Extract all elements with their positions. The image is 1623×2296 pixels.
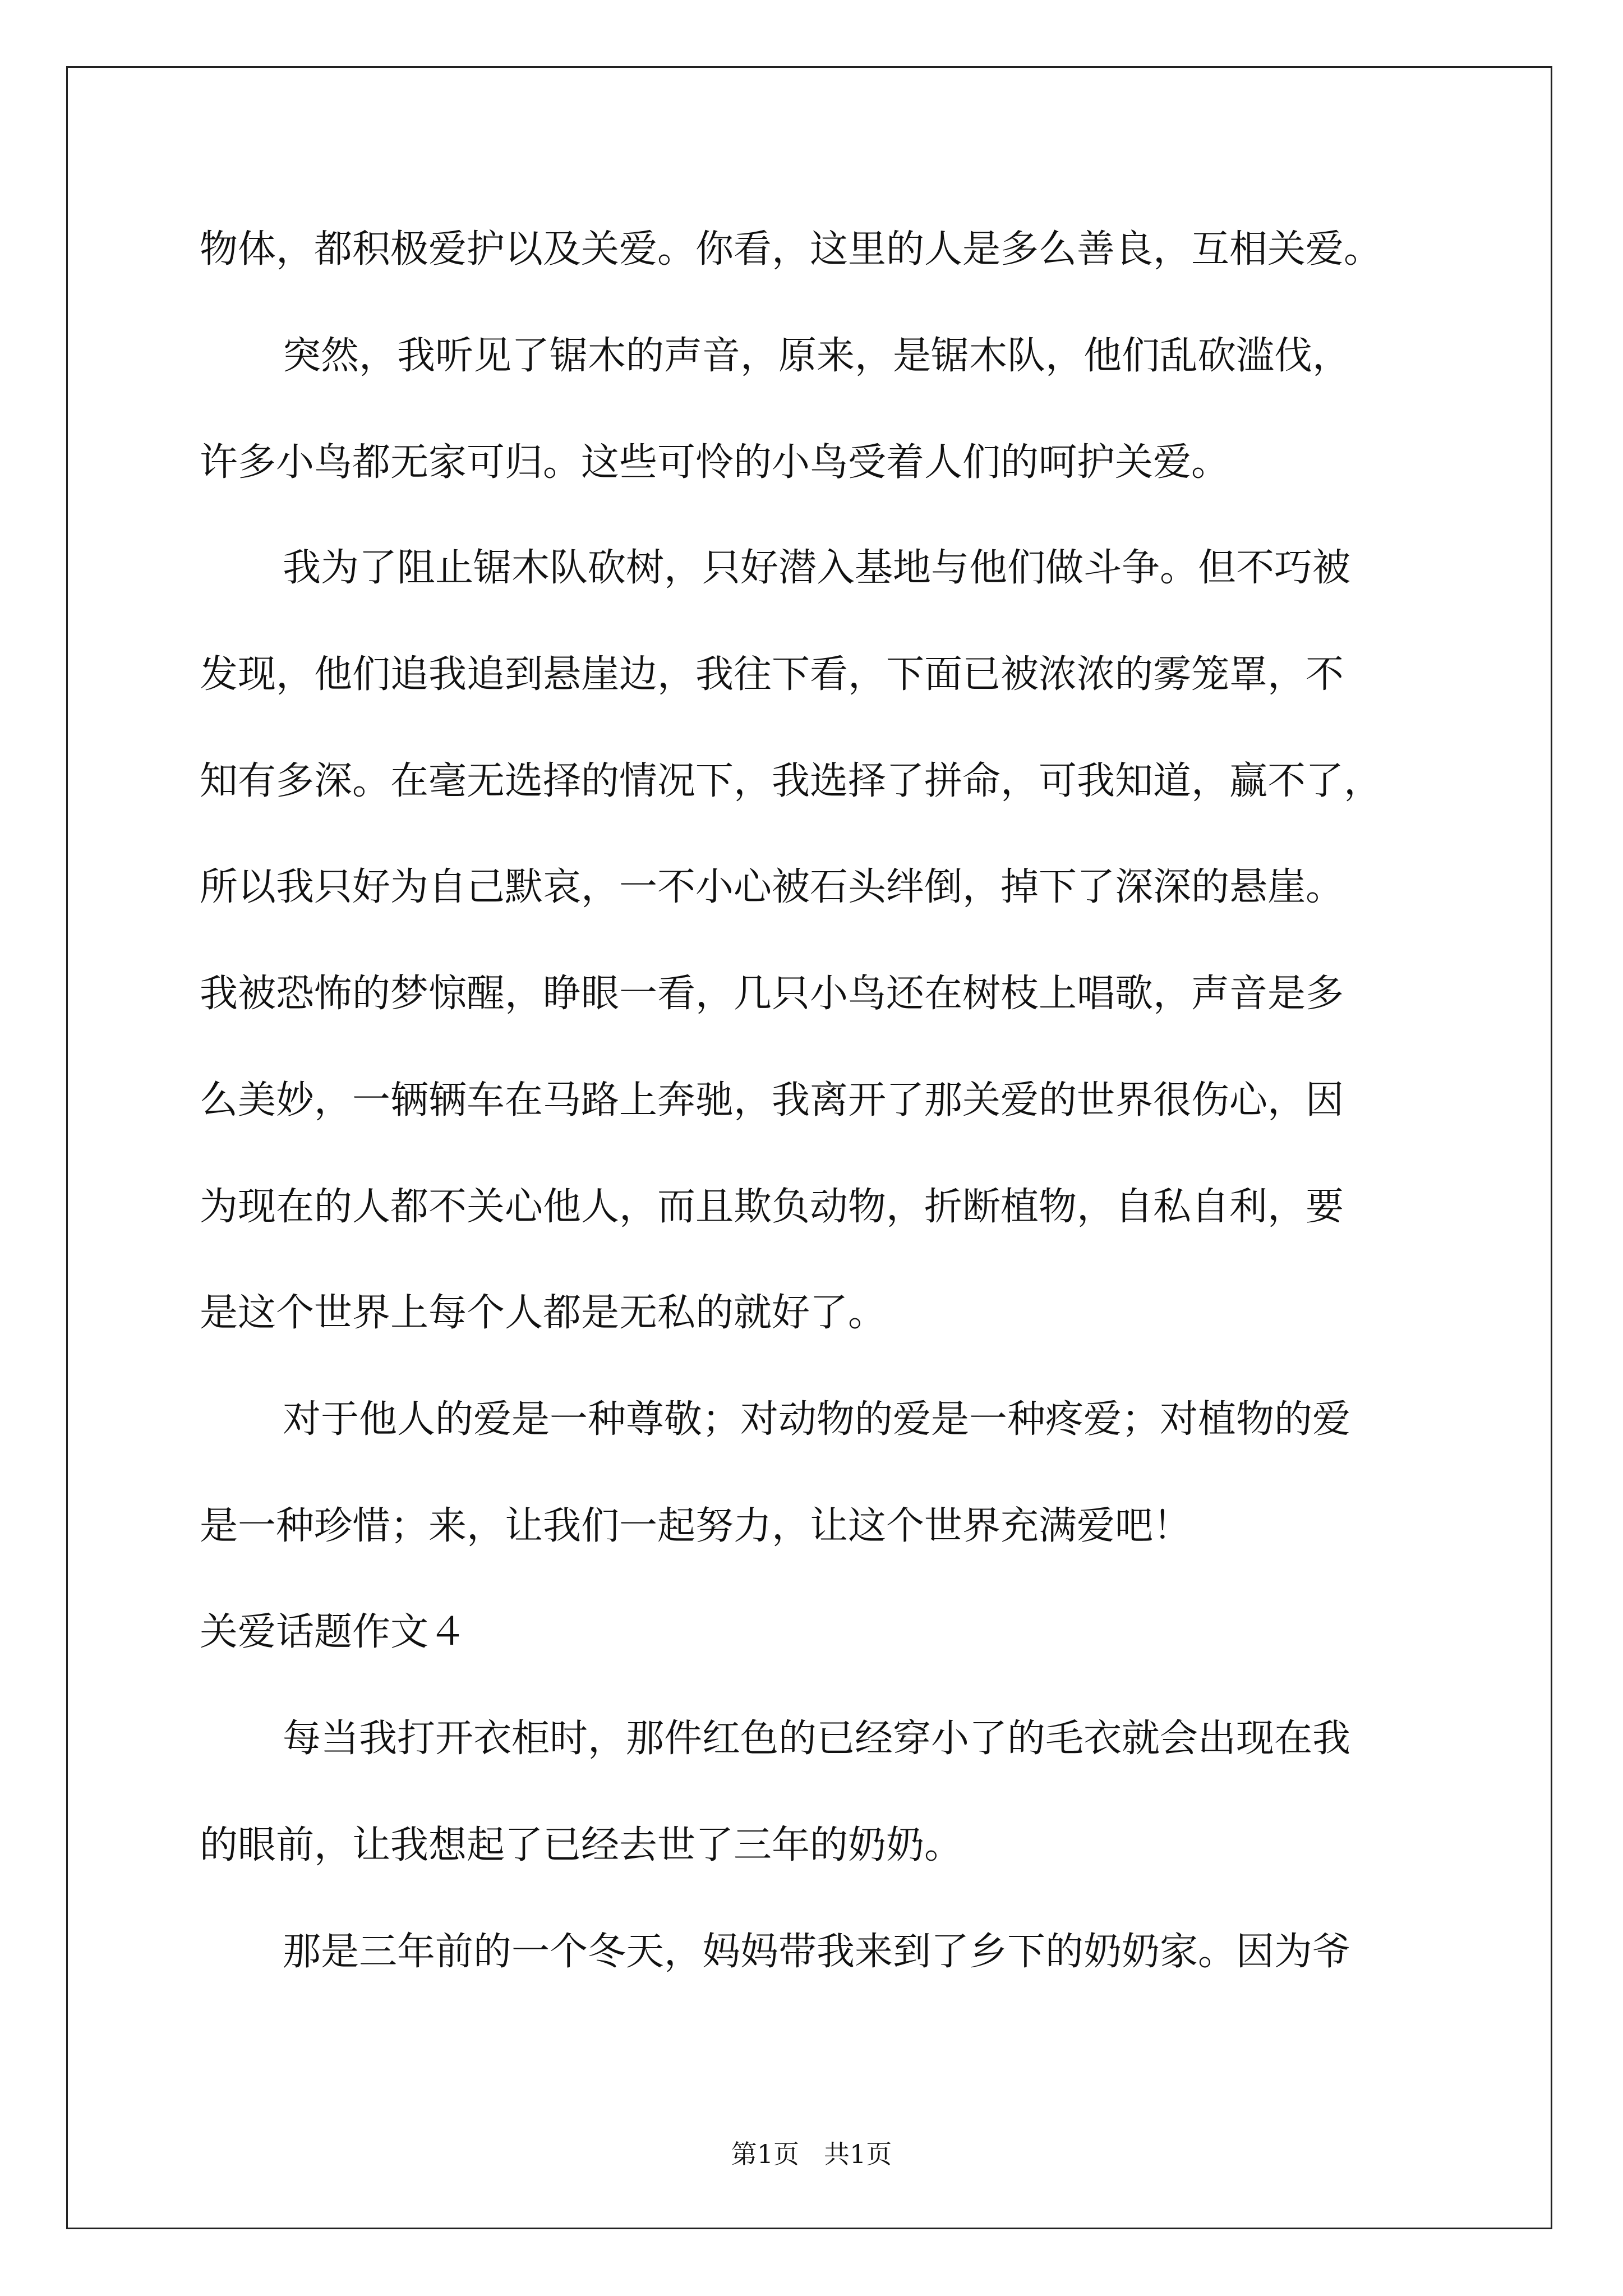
text-line: 么美妙，一辆辆车在马路上奔驰，我离开了那关爱的世界很伤心，因 [200, 1078, 1344, 1122]
paragraph-start: 我为了阻止锯木队砍树，只好潜入基地与他们做斗争。但不巧被 [283, 546, 1351, 590]
text-line: 所以我只好为自己默哀，一不小心被石头绊倒，掉下了深深的悬崖。 [200, 865, 1344, 909]
text-line: 为现在的人都不关心他人，而且欺负动物，折断植物，自私自利，要 [200, 1185, 1344, 1229]
text-line: 是一种珍惜；来，让我们一起努力，让这个世界充满爱吧！ [200, 1504, 1192, 1548]
paragraph-start: 对于他人的爱是一种尊敬；对动物的爱是一种疼爱；对植物的爱 [283, 1397, 1351, 1442]
page-total: 共1页 [823, 2139, 892, 2169]
section-heading: 关爱话题作文４ [200, 1610, 467, 1654]
text-line: 发现，他们追我追到悬崖边，我往下看，下面已被浓浓的雾笼罩，不 [200, 652, 1344, 697]
page-number: 第1页 [731, 2139, 800, 2169]
text-line: 物体，都积极爱护以及关爱。你看，这里的人是多么善良，互相关爱。 [200, 227, 1382, 272]
paragraph-start: 突然，我听见了锯木的声音，原来，是锯木队，他们乱砍滥伐， [283, 334, 1351, 378]
text-line: 知有多深。在毫无选择的情况下，我选择了拼命，可我知道，赢不了， [200, 759, 1382, 803]
page-border [66, 66, 1552, 2229]
paragraph-start: 每当我打开衣柜时，那件红色的已经穿小了的毛衣就会出现在我 [283, 1717, 1351, 1761]
text-line: 许多小鸟都无家可归。这些可怜的小鸟受着人们的呵护关爱。 [200, 440, 1230, 485]
text-line: 的眼前，让我想起了已经去世了三年的奶奶。 [200, 1823, 963, 1867]
page-footer [0, 2137, 1623, 2171]
paragraph-start: 那是三年前的一个冬天，妈妈带我来到了乡下的奶奶家。因为爷 [283, 1930, 1351, 1974]
text-line: 是这个世界上每个人都是无私的就好了。 [200, 1291, 887, 1335]
text-line: 我被恐怖的梦惊醒，睁眼一看，几只小鸟还在树枝上唱歌，声音是多 [200, 972, 1344, 1016]
